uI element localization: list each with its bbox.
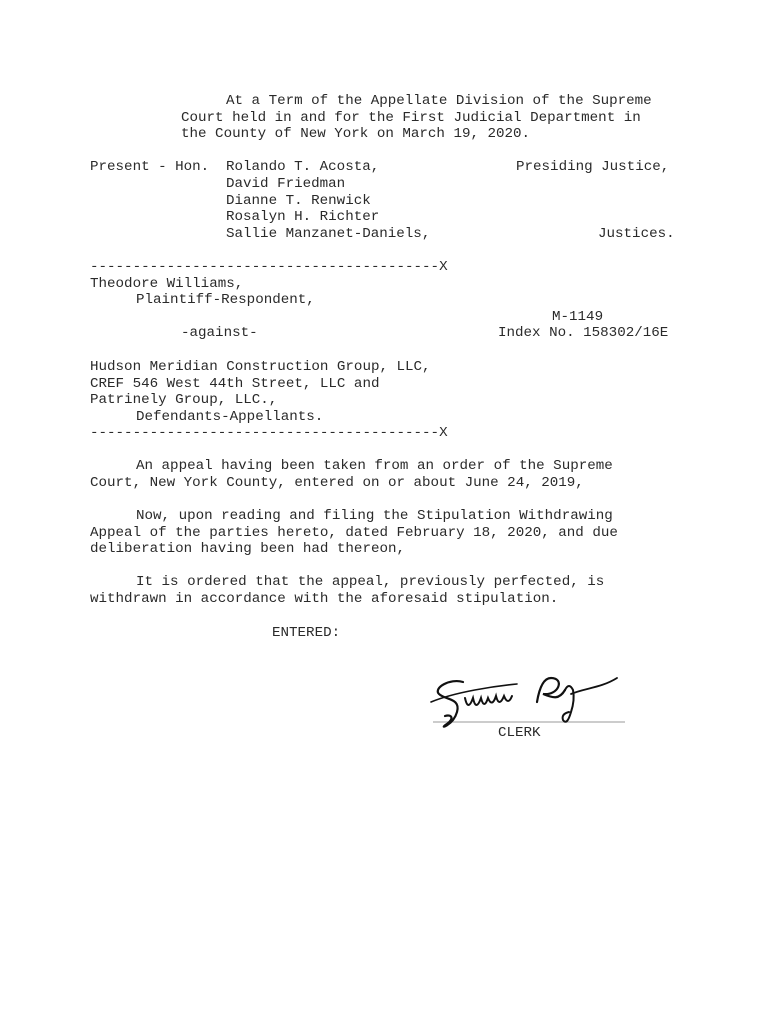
presiding-justice-name: Rolando T. Acosta, [226,159,380,175]
entered-label: ENTERED: [272,625,341,641]
index-number: Index No. 158302/16E [498,325,669,341]
motion-number: M-1149 [552,309,604,325]
term-line-1: At a Term of the Appellate Division of the Supreme [226,93,652,109]
justice-name: Dianne T. Renwick [226,193,371,209]
defendant-name: CREF 546 West 44th Street, LLC and [90,376,380,392]
justice-name: Rosalyn H. Richter [226,209,380,225]
term-line-3: the County of New York on March 19, 2020. [181,126,531,142]
clerk-label: CLERK [498,725,541,741]
paragraph-line: Appeal of the parties hereto, dated February 18, 2020, and due [90,525,618,541]
paragraph-line: Court, New York County, entered on or about June 24, 2019, [90,475,584,491]
against-label: -against- [181,325,258,341]
plaintiff-role: Plaintiff-Respondent, [136,292,315,308]
term-line-2: Court held in and for the First Judicial Department in [181,110,641,126]
paragraph-line: withdrawn in accordance with the aforesaid stipulation. [90,591,559,607]
presiding-justice-title: Presiding Justice, [516,159,670,175]
present-prefix: Present - Hon. [90,159,210,175]
paragraph-line: It is ordered that the appeal, previously perfected, is [136,574,605,590]
defendant-name: Patrinely Group, LLC., [90,392,278,408]
paragraph-line: Now, upon reading and filing the Stipulation Withdrawing [136,508,613,524]
paragraph-line: deliberation having been had thereon, [90,541,406,557]
caption-separator-bottom: -----------------------------------------X [90,425,448,441]
caption-separator-top: -----------------------------------------X [90,259,448,275]
justice-name: Sallie Manzanet-Daniels, [226,226,431,242]
justice-name: David Friedman [226,176,346,192]
justices-title: Justices. [598,226,675,242]
plaintiff-name: Theodore Williams, [90,276,244,292]
defendant-name: Hudson Meridian Construction Group, LLC, [90,359,431,375]
defendant-role: Defendants-Appellants. [136,409,324,425]
paragraph-line: An appeal having been taken from an order of the Supreme [136,458,613,474]
